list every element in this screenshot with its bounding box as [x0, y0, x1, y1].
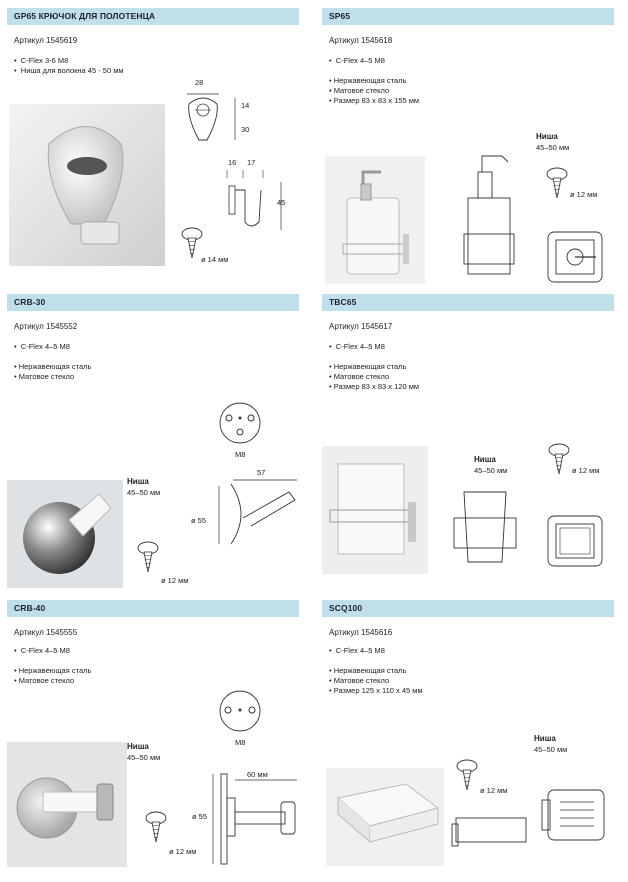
material: Нержавеющая сталь — [333, 76, 407, 85]
material: Матовое стекло — [18, 372, 75, 381]
top-drawing — [546, 514, 606, 570]
dimension-label: 28 — [195, 78, 204, 87]
base-drawing — [217, 688, 263, 734]
product-title: GP65 КРЮЧОК ДЛЯ ПОЛОТЕНЦА — [14, 11, 156, 21]
material-list: • Нержавеющая сталь • Матовое стекло • Размер 83 x 83 x 155 мм — [329, 76, 420, 105]
thread-label: M8 — [235, 738, 246, 747]
product-title: SP65 — [329, 11, 351, 21]
front-drawing — [450, 814, 530, 848]
product-tbc65 — [322, 294, 614, 576]
product-crb-40 — [7, 600, 299, 882]
product-title: TBC65 — [329, 297, 357, 307]
side-drawing — [201, 768, 301, 868]
product-header-bar — [7, 8, 299, 25]
feature: C-Flex 4–5 M8 — [335, 646, 385, 655]
feature: C-Flex 4–5 M8 — [335, 342, 385, 351]
material: Размер 83 x 83 x 155 мм — [333, 96, 420, 105]
niche-label: Ниша — [536, 132, 558, 141]
product-photo — [325, 156, 425, 284]
niche-label: Ниша — [534, 734, 556, 743]
dimension-label: 14 — [241, 101, 250, 110]
front-drawing — [458, 150, 518, 282]
screw-diameter: ø 12 мм — [169, 847, 197, 856]
material: Матовое стекло — [18, 676, 75, 685]
product-sp65 — [322, 8, 614, 290]
niche-size: 45–50 мм — [536, 143, 570, 152]
niche-size: 45–50 мм — [474, 466, 508, 475]
thread-label: M8 — [235, 450, 246, 459]
screw-diameter: ø 12 мм — [161, 576, 189, 585]
feature: Ниша для волокна 45 - 50 мм — [20, 66, 124, 75]
dimension-label: ø 55 — [192, 812, 208, 821]
screw-diameter: ø 14 мм — [201, 255, 229, 264]
niche-label: Ниша — [127, 742, 149, 751]
article-number: Артикул 1545616 — [329, 628, 393, 637]
niche-label: Ниша — [474, 455, 496, 464]
material-list: • Нержавеющая сталь • Матовое стекло • Размер 83 x 83 x 120 мм — [329, 362, 420, 391]
niche-size: 45–50 мм — [534, 745, 568, 754]
material: Нержавеющая сталь — [333, 362, 407, 371]
product-photo — [322, 446, 428, 574]
feature-list: • C-Flex 4–5 M8 — [329, 342, 385, 351]
screw-icon — [546, 444, 572, 478]
dimension-label: 45 — [277, 198, 286, 207]
top-drawing — [546, 230, 606, 286]
screw-icon — [143, 812, 169, 846]
side-drawing — [207, 478, 303, 550]
top-drawing — [540, 788, 608, 844]
article-number: Артикул 1545617 — [329, 322, 393, 331]
screw-diameter: ø 12 мм — [572, 466, 600, 475]
article-number: Артикул 1545619 — [14, 36, 78, 45]
dimension-label: 57 — [257, 468, 266, 477]
dimension-label: 16 — [228, 158, 237, 167]
base-drawing — [217, 400, 263, 446]
product-photo — [326, 768, 444, 866]
product-header-bar — [322, 600, 614, 617]
product-header-bar — [7, 294, 299, 311]
niche-size: 45–50 мм — [127, 488, 161, 497]
product-photo — [9, 104, 165, 266]
material-list: • Нержавеющая сталь • Матовое стекло — [14, 362, 92, 381]
material: Нержавеющая сталь — [333, 666, 407, 675]
material: Матовое стекло — [333, 86, 390, 95]
product-title: CRB-40 — [14, 603, 46, 613]
screw-icon — [135, 542, 161, 576]
dimension-label: ø 55 — [191, 516, 207, 525]
material: Размер 125 x 110 x 45 мм — [333, 686, 423, 695]
product-title: SCQ100 — [329, 603, 363, 613]
material: Матовое стекло — [333, 676, 390, 685]
feature: C-Flex 3-6 M8 — [20, 56, 69, 65]
feature: C-Flex 4–5 M8 — [335, 56, 385, 65]
screw-icon — [454, 760, 480, 794]
dimension-drawing — [177, 88, 250, 158]
product-title: CRB-30 — [14, 297, 46, 307]
product-photo — [7, 480, 123, 588]
product-scq100 — [322, 600, 614, 882]
material-list: • Нержавеющая сталь • Матовое стекло • Размер 125 x 110 x 45 мм — [329, 666, 423, 695]
article-number: Артикул 1545552 — [14, 322, 78, 331]
screw-diameter: ø 12 мм — [570, 190, 598, 199]
feature-list: • C-Flex 4–5 M8 — [329, 646, 385, 655]
front-drawing — [450, 488, 520, 566]
feature-list: • C-Flex 4–5 M8 — [329, 56, 385, 65]
article-number: Артикул 1545618 — [329, 36, 393, 45]
feature: C-Flex 4–5 M8 — [20, 646, 70, 655]
feature-list: • C-Flex 4–5 M8 — [14, 342, 70, 351]
material: Размер 83 x 83 x 120 мм — [333, 382, 420, 391]
screw-diameter: ø 12 мм — [480, 786, 508, 795]
feature-list: • C-Flex 3-6 M8 • Ниша для волокна 45 - 50 мм — [14, 56, 124, 75]
dimension-label: 60 мм — [247, 770, 268, 779]
feature: C-Flex 4–5 M8 — [20, 342, 70, 351]
material-list: • Нержавеющая сталь • Матовое стекло — [14, 666, 92, 685]
product-gp65 — [7, 8, 299, 290]
product-crb-30 — [7, 294, 299, 585]
material: Нержавеющая сталь — [18, 666, 92, 675]
material: Матовое стекло — [333, 372, 390, 381]
product-header-bar — [322, 294, 614, 311]
dimension-label: 30 — [241, 125, 250, 134]
product-header-bar — [322, 8, 614, 25]
feature-list: • C-Flex 4–5 M8 — [14, 646, 70, 655]
product-header-bar — [7, 600, 299, 617]
material: Нержавеющая сталь — [18, 362, 92, 371]
niche-label: Ниша — [127, 477, 149, 486]
screw-icon — [544, 168, 570, 202]
article-number: Артикул 1545555 — [14, 628, 78, 637]
niche-size: 45–50 мм — [127, 753, 161, 762]
product-photo — [7, 742, 127, 867]
dimension-label: 17 — [247, 158, 256, 167]
